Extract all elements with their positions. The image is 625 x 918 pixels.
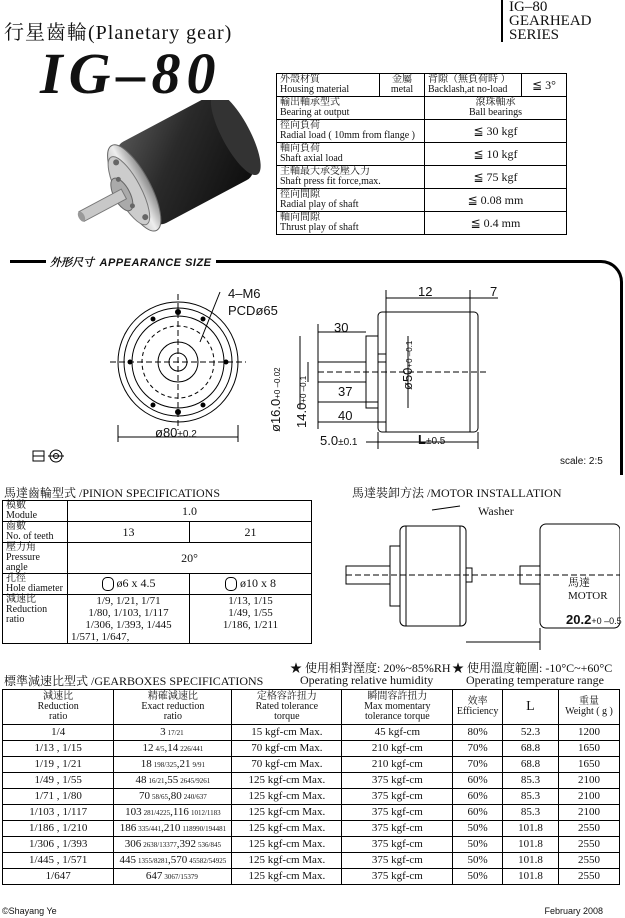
motor-label-cn: 馬達: [568, 577, 590, 589]
gearbox-cell-rated: 15 kgf-cm Max.: [232, 725, 342, 741]
hole-cell: [68, 574, 190, 595]
gearbox-row: [3, 869, 620, 885]
gearbox-cell-rated: 125 kgf-cm Max.: [232, 773, 342, 789]
exact-fraction: 198/325: [153, 760, 177, 769]
spec-row: [277, 189, 567, 212]
series-line: SERIES: [509, 27, 560, 43]
backlash-value: ≦ 3°: [522, 74, 567, 97]
exact-fraction: 2645/9261: [180, 776, 211, 785]
gearbox-header-text: ratio: [49, 711, 68, 722]
washer-label: Washer: [478, 504, 514, 518]
humidity-cn: ★ 使用相對溼度: 20%~85%RH: [290, 661, 451, 675]
pinion-label-en: Reduction ratio: [6, 604, 48, 625]
gearbox-row: [3, 821, 620, 837]
gearbox-cell-rated: 125 kgf-cm Max.: [232, 821, 342, 837]
gearbox-cell-ratio: 1/4: [3, 725, 114, 741]
gearbox-cell-rated: 125 kgf-cm Max.: [232, 837, 342, 853]
gearbox-row: [3, 789, 620, 805]
gearbox-cell-L: 101.8: [502, 837, 558, 853]
gearbox-cell-weight: 1650: [558, 757, 619, 773]
gearbox-cell-exact: [114, 837, 232, 853]
ratio-line: 1/13, 1/15: [228, 595, 273, 607]
dim-5-value: 5.0: [320, 433, 339, 448]
gearbox-cell-ratio: 1/445 , 1/571: [3, 853, 114, 869]
gearbox-table: [2, 689, 620, 885]
gearbox-cell-ratio: 1/13 , 1/15: [3, 741, 114, 757]
motor-label: [568, 574, 608, 602]
gearbox-cell-max: 45 kgf-cm: [342, 725, 453, 741]
exact-integer: 3: [160, 725, 166, 738]
gearbox-cell-ratio: 1/306 , 1/393: [3, 837, 114, 853]
gearbox-cell-eff: 50%: [453, 821, 503, 837]
d-cut-hole-icon: [225, 577, 237, 591]
exact-fraction: 536/845: [198, 840, 221, 849]
spec-row: [277, 74, 567, 97]
exact-integer: ,210: [161, 821, 181, 834]
appearance-label-cn: 外形尺寸: [50, 257, 94, 269]
exact-fraction: 45582/54925: [189, 856, 227, 865]
spec-value: ≦ 30 kgf: [425, 120, 567, 143]
exact-integer: 18: [140, 757, 152, 770]
spec-value: ≦ 10 kgf: [425, 143, 567, 166]
gearbox-cell-L: 85.3: [502, 773, 558, 789]
exact-integer: 647: [145, 869, 163, 882]
housing-val-cn: 金屬: [392, 74, 412, 85]
ratios-a: [68, 595, 190, 644]
pinion-row: [3, 574, 312, 595]
spec-value: Ball bearings: [468, 107, 523, 118]
gearbox-cell-exact: [114, 757, 232, 773]
shaft-tol: +0 –0.02: [273, 367, 282, 399]
projection-symbol-icon: [32, 448, 72, 464]
motor-dim: [566, 612, 622, 627]
gearbox-cell-exact: [114, 789, 232, 805]
gearbox-cell-L: 85.3: [502, 805, 558, 821]
gearbox-cell-weight: 2100: [558, 805, 619, 821]
motor-dim-tol: +0 –0.5: [591, 616, 622, 626]
gearbox-header-text: Efficiency: [456, 706, 499, 717]
gearbox-cell-ratio: 1/71 , 1/80: [3, 789, 114, 805]
exact-integer: 48: [135, 773, 147, 786]
spec-label-en: Shaft axial load: [280, 153, 343, 164]
exact-fraction: 226/441: [180, 744, 204, 753]
model-name: IG–80: [40, 41, 222, 106]
shaft-value: ø16.0: [268, 398, 283, 432]
gearbox-row: [3, 853, 620, 869]
gearbox-header-text: tolerance torque: [364, 711, 430, 722]
ratio-line: 1/9, 1/21, 1/71: [96, 595, 161, 607]
gearbox-header-text: torque: [274, 711, 300, 722]
gearbox-cell-ratio: 1/103 , 1/117: [3, 805, 114, 821]
pinion-label-cn: 減速比: [6, 594, 36, 605]
dim-L-value: L: [418, 432, 426, 447]
dim-5-tol: ±0.1: [338, 437, 358, 448]
page-title: 行星齒輪(Planetary gear): [4, 22, 233, 44]
footer-author: ©Shayang Ye: [2, 906, 57, 916]
gearbox-cell-L: 68.8: [502, 757, 558, 773]
spec-label-cn: 軸向間隙: [280, 212, 320, 223]
exact-integer: 186: [119, 821, 137, 834]
gearbox-cell-rated: 125 kgf-cm Max.: [232, 805, 342, 821]
gearbox-cell-ratio: 1/49 , 1/55: [3, 773, 114, 789]
gearbox-header-text: Weight ( g ): [565, 706, 613, 717]
gearbox-cell-max: 210 kgf-cm: [342, 757, 453, 773]
exact-fraction: 281/4225: [143, 808, 171, 817]
exact-fraction: 2638/13377: [143, 840, 177, 849]
pilot-tol: +0 –0.1: [405, 340, 414, 368]
spec-value-cn: 滾珠軸承: [475, 97, 516, 108]
pinion-row: [3, 501, 312, 522]
exact-fraction: 3067/15379: [164, 872, 198, 881]
gearbox-cell-exact: [114, 773, 232, 789]
pinion-row: [3, 595, 312, 644]
pinion-table: [2, 500, 312, 644]
gearbox-header-text: Reduction: [37, 701, 79, 712]
footer-date: February 2008: [544, 906, 603, 916]
ratio-line: 1/571, 1/647,: [71, 631, 130, 643]
spec-label-en: Radial play of shaft: [280, 199, 359, 210]
gearbox-header-cell: [232, 690, 342, 725]
gearbox-cell-weight: 1650: [558, 741, 619, 757]
gearbox-cell-exact: [114, 725, 232, 741]
housing-val-en: metal: [390, 84, 414, 95]
gearbox-cell-ratio: 1/186 , 1/210: [3, 821, 114, 837]
backlash-en: Backlash,at no-load: [428, 84, 508, 95]
exact-fraction: 4/5: [155, 744, 165, 753]
pinion-label-en: No. of teeth: [6, 531, 54, 542]
side-view-drawing: [268, 284, 508, 454]
dim-12: 12: [418, 284, 433, 299]
teeth-value: 13: [68, 522, 190, 543]
gearbox-cell-L: 52.3: [502, 725, 558, 741]
gearbox-header-text: L: [526, 699, 535, 714]
gearbox-cell-eff: 60%: [453, 773, 503, 789]
dim-30: 30: [334, 320, 349, 335]
gearbox-cell-rated: 70 kgf-cm Max.: [232, 757, 342, 773]
pinion-label-en: Module: [6, 510, 38, 521]
spec-label-cn: 輸出軸承型式: [280, 97, 340, 108]
gearbox-title: 標準減速比型式 /GEARBOXES SPECIFICATIONS: [4, 674, 264, 688]
exact-integer: ,80: [168, 789, 182, 802]
gearbox-row: [3, 837, 620, 853]
gearbox-cell-rated: 70 kgf-cm Max.: [232, 741, 342, 757]
flat-value: 14.0: [294, 402, 309, 428]
gearbox-cell-exact: [114, 869, 232, 885]
series-line: IG–80: [509, 0, 548, 15]
teeth-value: 21: [190, 522, 312, 543]
gearbox-cell-L: 101.8: [502, 821, 558, 837]
gearbox-header-text: ratio: [163, 711, 183, 722]
scale-label: scale: 2:5: [560, 456, 603, 467]
gearbox-cell-eff: 60%: [453, 805, 503, 821]
exact-fraction: 17/21: [167, 728, 184, 737]
dim-7: 7: [490, 284, 498, 299]
exact-fraction: 240/637: [183, 792, 207, 801]
pinion-title: 馬達齒輪型式 /PINION SPECIFICATIONS: [4, 486, 221, 500]
pinion-label-en: Pressure angle: [6, 552, 40, 573]
exact-integer: ,14: [164, 741, 179, 754]
gearbox-body: [3, 725, 620, 885]
hole-value: ø6 x 4.5: [116, 575, 156, 590]
exact-fraction: 1355/8281: [138, 856, 168, 865]
gearbox-cell-eff: 70%: [453, 757, 503, 773]
pinion-label-cn: 孔徑: [6, 573, 26, 584]
spec-label-cn: 徑向負荷: [280, 120, 320, 131]
gearbox-cell-L: 101.8: [502, 853, 558, 869]
d-cut-hole-icon: [102, 577, 114, 591]
gearbox-header-text: Exact reduction: [141, 701, 205, 712]
gearbox-header-text: Max momentary: [364, 701, 431, 712]
gearbox-photo: [62, 100, 272, 250]
gearbox-cell-weight: 2550: [558, 837, 619, 853]
hole-cell: [190, 574, 312, 595]
gearbox-header-cell: [3, 690, 114, 725]
gearbox-cell-max: 375 kgf-cm: [342, 789, 453, 805]
ratio-line: 1/306, 1/393, 1/445: [85, 619, 172, 631]
gearbox-cell-exact: [114, 853, 232, 869]
gearbox-header-cell: [342, 690, 453, 725]
module-value: 1.0: [68, 501, 312, 522]
gearbox-cell-exact: [114, 805, 232, 821]
gearbox-cell-exact: [114, 821, 232, 837]
spec-value: ≦ 0.08 mm: [425, 189, 567, 212]
spec-label-cn: 徑向間隙: [280, 189, 320, 200]
motor-label-en: MOTOR: [568, 590, 608, 602]
gearbox-cell-eff: 50%: [453, 853, 503, 869]
gearbox-cell-rated: 125 kgf-cm Max.: [232, 869, 342, 885]
spec-label-cn: 軸向負荷: [280, 143, 320, 154]
pinion-label-cn: 模數: [6, 500, 26, 511]
gearbox-header-text: 重量: [578, 696, 599, 707]
exact-fraction: 16/21: [148, 776, 165, 785]
temp-en: Operating temperature range: [466, 673, 604, 687]
pinion-label-cn: 齒數: [6, 521, 26, 532]
series-line: GEARHEAD: [509, 13, 592, 29]
ratios-b: [190, 595, 312, 644]
gearbox-header-text: 瞬間容許扭力: [367, 691, 428, 702]
gearbox-cell-exact: [114, 741, 232, 757]
gearbox-cell-eff: 50%: [453, 837, 503, 853]
gearbox-cell-max: 375 kgf-cm: [342, 805, 453, 821]
spec-value: ≦ 75 kgf: [425, 166, 567, 189]
exact-integer: ,55: [164, 773, 179, 786]
diameter-tol: ±0.2: [177, 429, 197, 440]
pinion-row: [3, 522, 312, 543]
gearbox-cell-eff: 50%: [453, 869, 503, 885]
flat-tol: +0 –0.1: [299, 375, 308, 403]
gearbox-cell-weight: 1200: [558, 725, 619, 741]
exact-integer: ,116: [170, 805, 189, 818]
gearbox-cell-eff: 70%: [453, 741, 503, 757]
dim-40: 40: [338, 408, 353, 423]
gearbox-header-cell: [502, 690, 558, 725]
ratio-line: 1/49, 1/55: [228, 607, 273, 619]
diameter-value: ø80: [155, 425, 178, 440]
pinion-label-en: Hole diameter: [6, 583, 63, 594]
spec-row: [277, 166, 567, 189]
gearbox-row: [3, 757, 620, 773]
gearbox-header-text: 精確減速比: [147, 691, 198, 702]
gearbox-cell-weight: 2100: [558, 773, 619, 789]
gearbox-header-cell: [453, 690, 503, 725]
gearbox-cell-max: 375 kgf-cm: [342, 773, 453, 789]
gearbox-cell-max: 210 kgf-cm: [342, 741, 453, 757]
exact-fraction: 335/441: [138, 824, 162, 833]
spec-row: [277, 97, 567, 120]
gearbox-header-cell: [114, 690, 232, 725]
spec-table: [276, 73, 567, 235]
spec-label-en: Shaft press fit force,max.: [280, 176, 381, 187]
housing-en: Housing material: [280, 84, 350, 95]
holes-dim: 4–M6: [228, 286, 261, 301]
series-label: [501, 0, 619, 42]
gearbox-row: [3, 773, 620, 789]
gearbox-cell-weight: 2100: [558, 789, 619, 805]
spec-label-en: Thrust play of shaft: [280, 222, 359, 233]
gearbox-header-text: 效率: [467, 696, 488, 707]
gearbox-cell-L: 101.8: [502, 869, 558, 885]
gearbox-cell-ratio: 1/647: [3, 869, 114, 885]
exact-integer: 445: [119, 853, 137, 866]
gearbox-cell-L: 85.3: [502, 789, 558, 805]
spec-label-cn: 主軸最大承受壓入力: [280, 166, 370, 177]
exact-integer: 12: [142, 741, 154, 754]
spec-label-en: Radial load ( 10mm from flange ): [280, 130, 415, 141]
gearbox-cell-max: 375 kgf-cm: [342, 869, 453, 885]
spec-row: [277, 120, 567, 143]
gearbox-cell-weight: 2550: [558, 869, 619, 885]
appearance-label-en: APPEARANCE SIZE: [99, 257, 212, 269]
pilot-value: ø50: [400, 367, 415, 390]
exact-integer: 70: [139, 789, 151, 802]
spec-row: [277, 212, 567, 235]
flat-dim: [294, 376, 309, 428]
ratio-line: 1/80, 1/103, 1/117: [88, 607, 169, 619]
exact-integer: ,570: [168, 853, 188, 866]
gearbox-cell-L: 68.8: [502, 741, 558, 757]
pilot-dim: [400, 341, 415, 390]
gearbox-cell-rated: 125 kgf-cm Max.: [232, 853, 342, 869]
spec-value: ≦ 0.4 mm: [425, 212, 567, 235]
exact-fraction: 1012/1183: [190, 808, 221, 817]
gearbox-header-cell: [558, 690, 619, 725]
temp-cn: ★ 使用溫度範圍: -10°C~+60°C: [452, 661, 613, 675]
spec-label-en: Bearing at output: [280, 107, 350, 118]
backlash-cn: 背隙（無負荷時 ）: [428, 74, 511, 85]
gearbox-cell-max: 375 kgf-cm: [342, 821, 453, 837]
ratio-line: 1/186, 1/211: [222, 619, 279, 631]
gearbox-header-text: Rated tolerance: [255, 701, 319, 712]
exact-fraction: 9/91: [192, 760, 205, 769]
diameter-dim: [155, 425, 197, 440]
appearance-label: [46, 254, 216, 270]
pinion-label-cn: 壓力角: [6, 542, 36, 553]
exact-integer: ,392: [176, 837, 196, 850]
pinion-row: [3, 543, 312, 574]
gearbox-header-row: [3, 690, 620, 725]
shaft-dim: [268, 367, 283, 432]
gearbox-cell-max: 375 kgf-cm: [342, 853, 453, 869]
gearbox-cell-weight: 2550: [558, 821, 619, 837]
gearbox-row: [3, 741, 620, 757]
gearbox-cell-ratio: 1/19 , 1/21: [3, 757, 114, 773]
gearbox-cell-rated: 125 kgf-cm Max.: [232, 789, 342, 805]
hole-value: ø10 x 8: [240, 575, 276, 590]
dim-37: 37: [338, 384, 353, 399]
gearbox-cell-weight: 2550: [558, 853, 619, 869]
exact-fraction: 118990/194481: [182, 824, 227, 833]
humidity-en: Operating relative humidity: [300, 673, 434, 687]
exact-fraction: 58/65: [152, 792, 168, 801]
gearbox-header-text: 減速比: [43, 691, 74, 702]
exact-integer: ,21: [176, 757, 191, 770]
angle-value: 20°: [68, 543, 312, 574]
gearbox-header-text: 定格容許扭力: [256, 691, 317, 702]
pcd-dim: PCDø65: [228, 303, 278, 318]
exact-integer: 306: [124, 837, 142, 850]
dim-L-tol: ±0.5: [425, 436, 446, 447]
motor-title: 馬達裝卸方法 /MOTOR INSTALLATION: [352, 486, 562, 500]
gearbox-row: [3, 805, 620, 821]
gearbox-cell-max: 375 kgf-cm: [342, 837, 453, 853]
gearbox-cell-eff: 80%: [453, 725, 503, 741]
dim-5: [320, 433, 357, 448]
housing-cn: 外殼材質: [280, 74, 320, 85]
dim-L: [418, 432, 445, 447]
exact-integer: 103: [125, 805, 142, 818]
gearbox-cell-eff: 60%: [453, 789, 503, 805]
spec-row: [277, 143, 567, 166]
gearbox-row: [3, 725, 620, 741]
motor-dim-value: 20.2: [566, 612, 592, 627]
